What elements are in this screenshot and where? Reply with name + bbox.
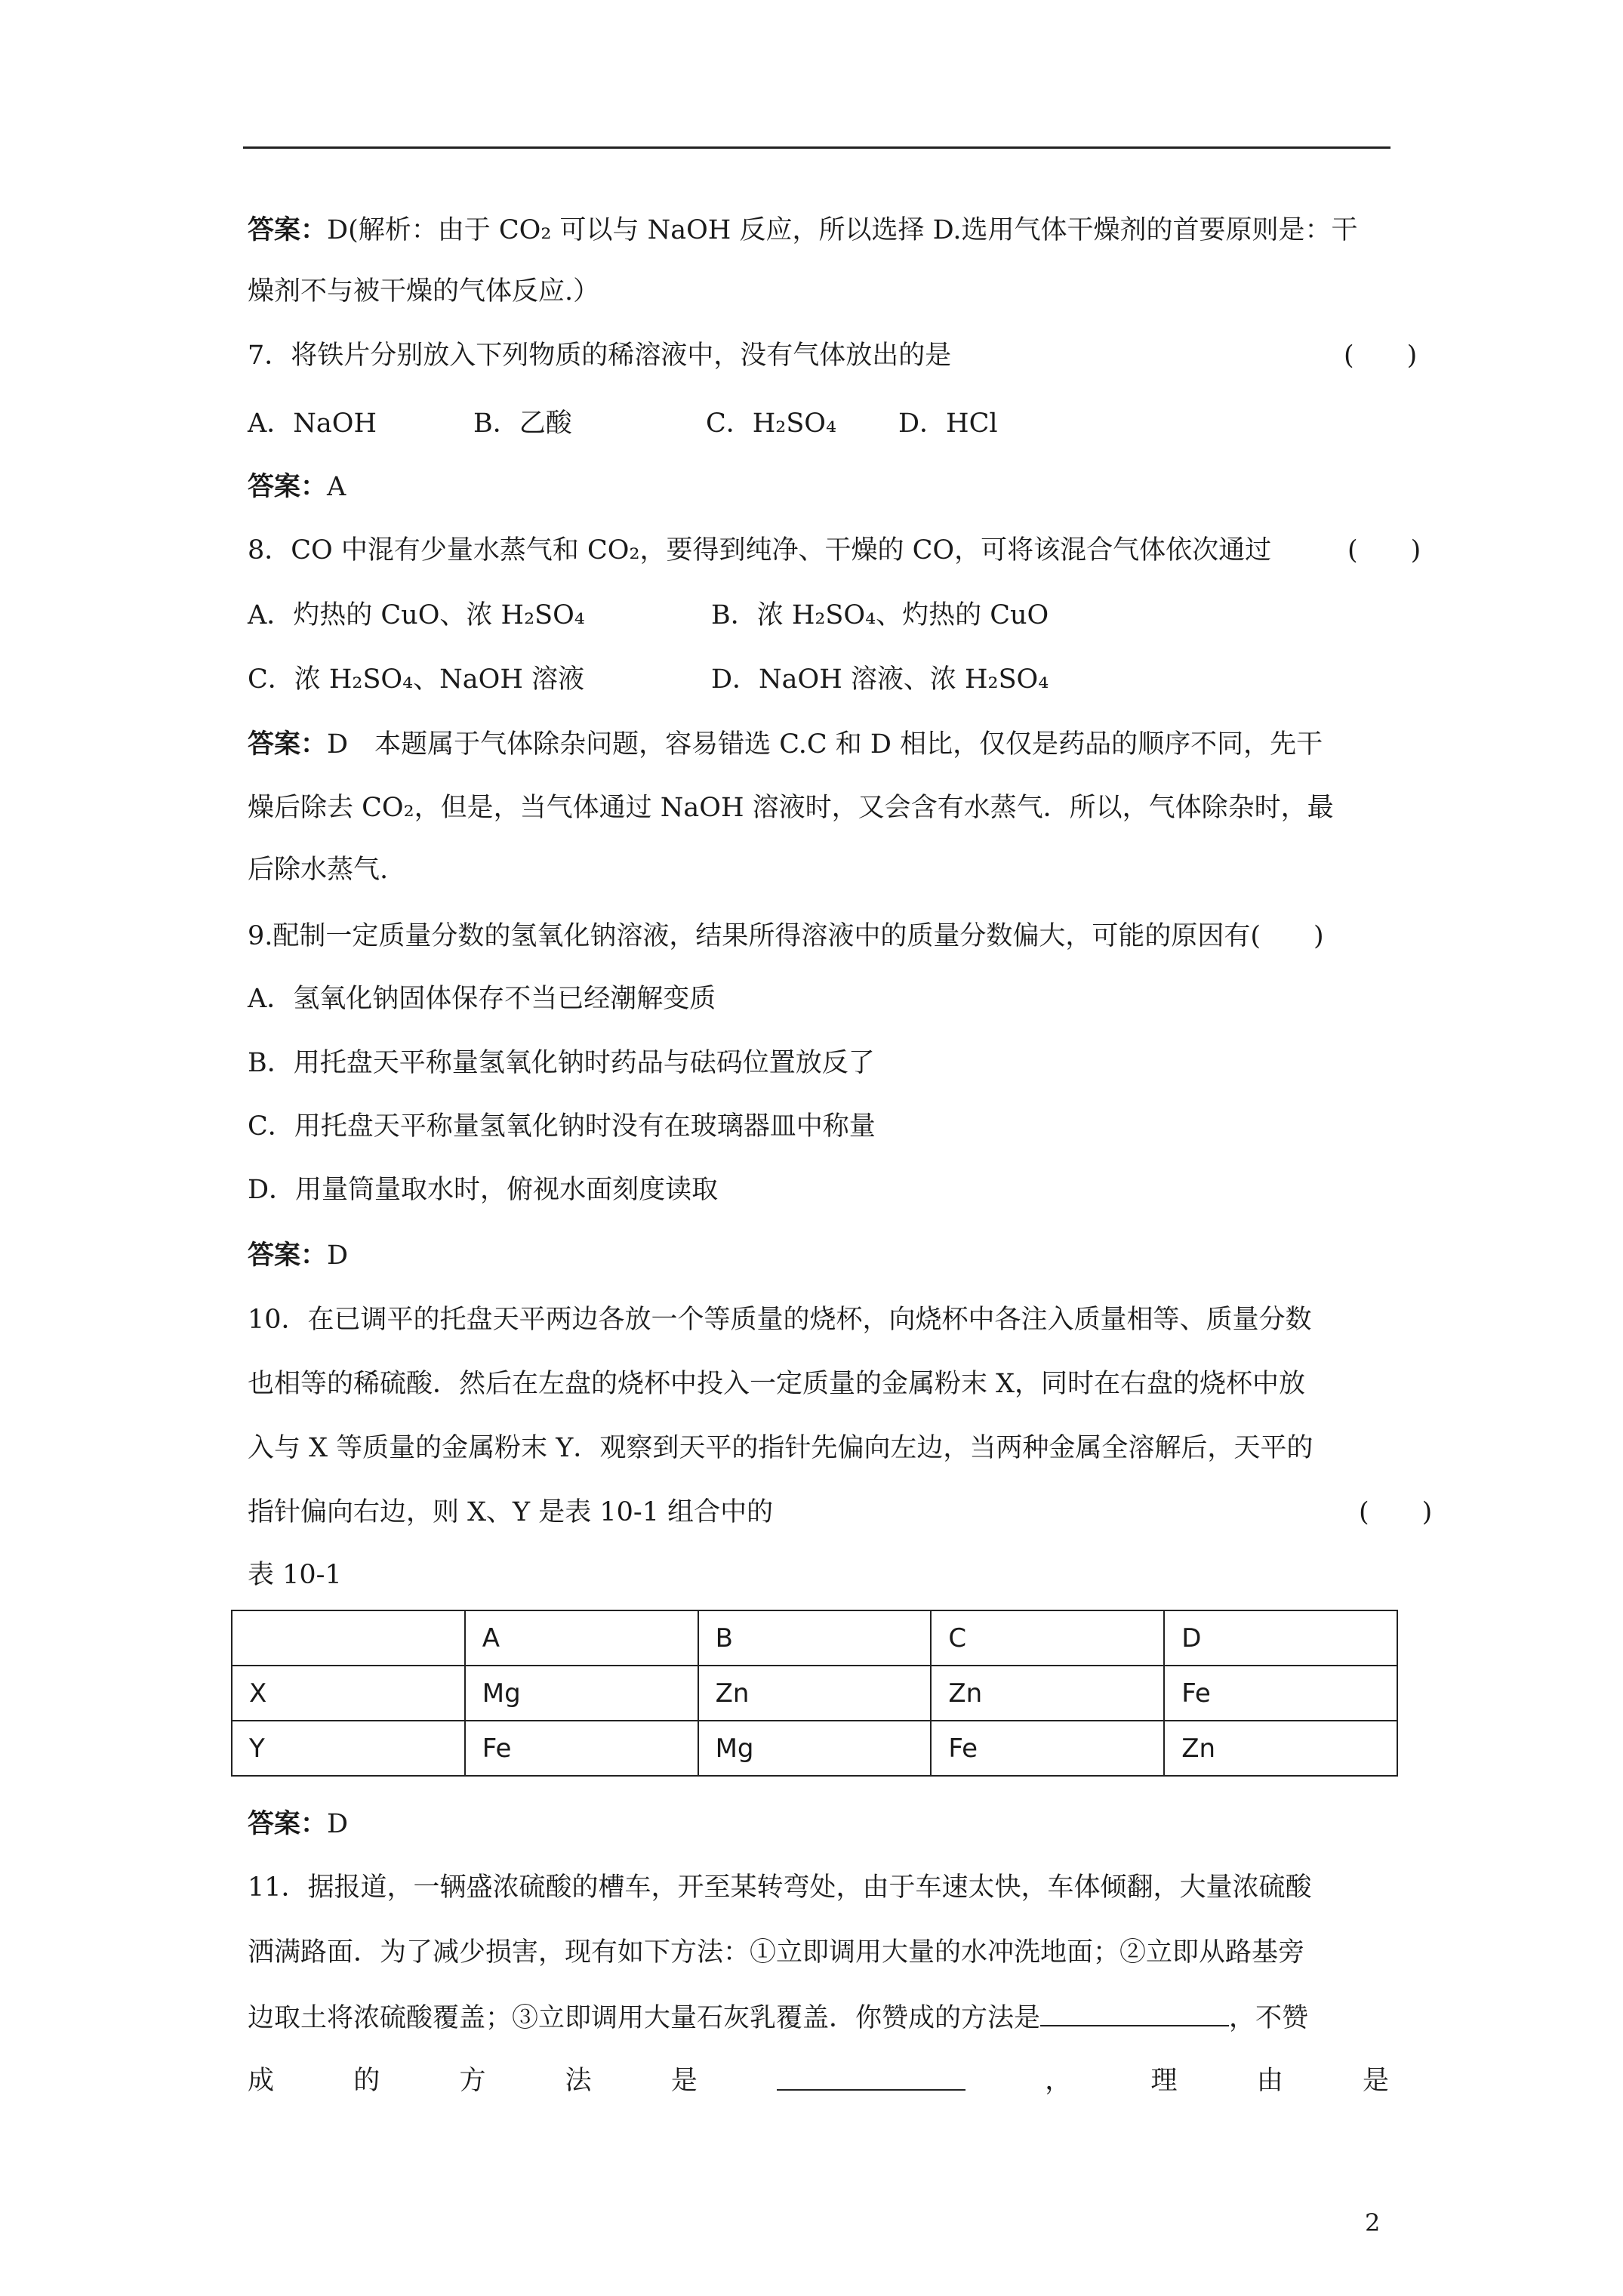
page-number: 2 [1365, 2208, 1381, 2237]
question-7-option-c: C．H₂SO₄ [706, 408, 837, 439]
header-rule [243, 146, 1390, 149]
question-9-option-b: B．用托盘天平称量氢氧化钠时药品与砝码位置放反了 [248, 1048, 875, 1078]
table-cell: Fe [1164, 1666, 1397, 1721]
answer-10: 答案：D [248, 1808, 349, 1839]
table-caption: 表 10-1 [248, 1560, 342, 1590]
table-row [232, 1721, 1397, 1776]
question-7: 7．将铁片分别放入下列物质的稀溶液中，没有气体放出的是 [248, 341, 952, 371]
question-8-option-c: C．浓 H₂SO₄、NaOH 溶液 [248, 664, 584, 695]
question-11-line-4: 成 的 方 法 是 ， 理 由 是 [248, 2063, 1389, 2098]
question-9-option-a: A．氢氧化钠固体保存不当已经潮解变质 [248, 984, 716, 1014]
question-8-option-a: A．灼热的 CuO、浓 H₂SO₄ [248, 600, 585, 630]
table-cell: Zn [698, 1666, 932, 1721]
answer-6-line-1: 答案：D(解析：由于 CO₂ 可以与 NaOH 反应，所以选择 D.选用气体干燥剂的首要原则是：干 [248, 214, 1358, 245]
table-cell: Mg [465, 1666, 698, 1721]
table-cell [232, 1610, 465, 1666]
table-cell: D [1164, 1610, 1397, 1666]
answer-9: 答案：D [248, 1240, 349, 1271]
question-10-bracket: ( ) [1359, 1497, 1433, 1527]
answer-7: 答案：A [248, 471, 346, 502]
answer-8-line-1: 答案：D 本题属于气体除杂问题，容易错选 C.C 和 D 相比，仅仅是药品的顺序不同，先干 [248, 729, 1323, 760]
question-10-line-1: 10．在已调平的托盘天平两边各放一个等质量的烧杯，向烧杯中各注入质量相等、质量分数 [248, 1305, 1312, 1335]
answer-blank[interactable] [777, 2063, 965, 2091]
table-cell: Fe [465, 1721, 698, 1776]
table-cell: B [698, 1610, 932, 1666]
table-cell: Zn [1164, 1721, 1397, 1776]
question-10-line-4: 指针偏向右边，则 X、Y 是表 10-1 组合中的 [248, 1497, 774, 1527]
answer-blank[interactable] [1040, 1999, 1229, 2026]
table-row [232, 1666, 1397, 1721]
question-8-bracket: ( ) [1347, 535, 1421, 566]
question-9: 9.配制一定质量分数的氢氧化钠溶液，结果所得溶液中的质量分数偏大，可能的原因有( ) [248, 921, 1324, 951]
question-8: 8．CO 中混有少量水蒸气和 CO₂，要得到纯净、干燥的 CO，可将该混合气体依次通过 [248, 535, 1272, 566]
table-cell: Zn [931, 1666, 1164, 1721]
question-10-line-3: 入与 X 等质量的金属粉末 Y．观察到天平的指针先偏向左边，当两种金属全溶解后，天平的 [248, 1433, 1313, 1463]
question-11-line-2: 洒满路面．为了减少损害，现有如下方法：①立即调用大量的水冲洗地面；②立即从路基旁 [248, 1937, 1305, 1968]
table-header-row [232, 1610, 1397, 1666]
question-8-option-d: D．NaOH 溶液、浓 H₂SO₄ [711, 664, 1049, 695]
question-8-option-b: B．浓 H₂SO₄、灼热的 CuO [711, 600, 1049, 630]
table-cell: X [232, 1666, 465, 1721]
question-7-option-a: A．NaOH [248, 408, 377, 439]
question-9-option-c: C．用托盘天平称量氢氧化钠时没有在玻璃器皿中称量 [248, 1111, 876, 1142]
table-cell: C [931, 1610, 1164, 1666]
question-7-option-d: D．HCl [898, 408, 998, 439]
question-10-line-2: 也相等的稀硫酸．然后在左盘的烧杯中投入一定质量的金属粉末 X，同时在右盘的烧杯中放 [248, 1369, 1306, 1399]
question-9-option-d: D．用量筒量取水时，俯视水面刻度读取 [248, 1175, 719, 1205]
combination-table [231, 1610, 1398, 1777]
table-cell: Mg [698, 1721, 932, 1776]
question-7-bracket: ( ) [1344, 341, 1418, 371]
answer-8-line-3: 后除水蒸气. [248, 855, 389, 885]
table-cell: Y [232, 1721, 465, 1776]
question-11-line-1: 11．据报道，一辆盛浓硫酸的槽车，开至某转弯处，由于车速太快，车体倾翻，大量浓硫酸 [248, 1872, 1312, 1903]
question-11-line-3: 边取土将浓硫酸覆盖；③立即调用大量石灰乳覆盖．你赞成的方法是 ，不赞 [248, 1999, 1308, 2036]
question-7-option-b: B．乙酸 [473, 408, 572, 439]
answer-8-line-2: 燥后除去 CO₂，但是，当气体通过 NaOH 溶液时，又会含有水蒸气．所以，气体除杂时，最 [248, 793, 1334, 823]
table-cell: Fe [931, 1721, 1164, 1776]
table-cell: A [465, 1610, 698, 1666]
answer-6-line-2: 燥剂不与被干燥的气体反应.） [248, 276, 600, 307]
